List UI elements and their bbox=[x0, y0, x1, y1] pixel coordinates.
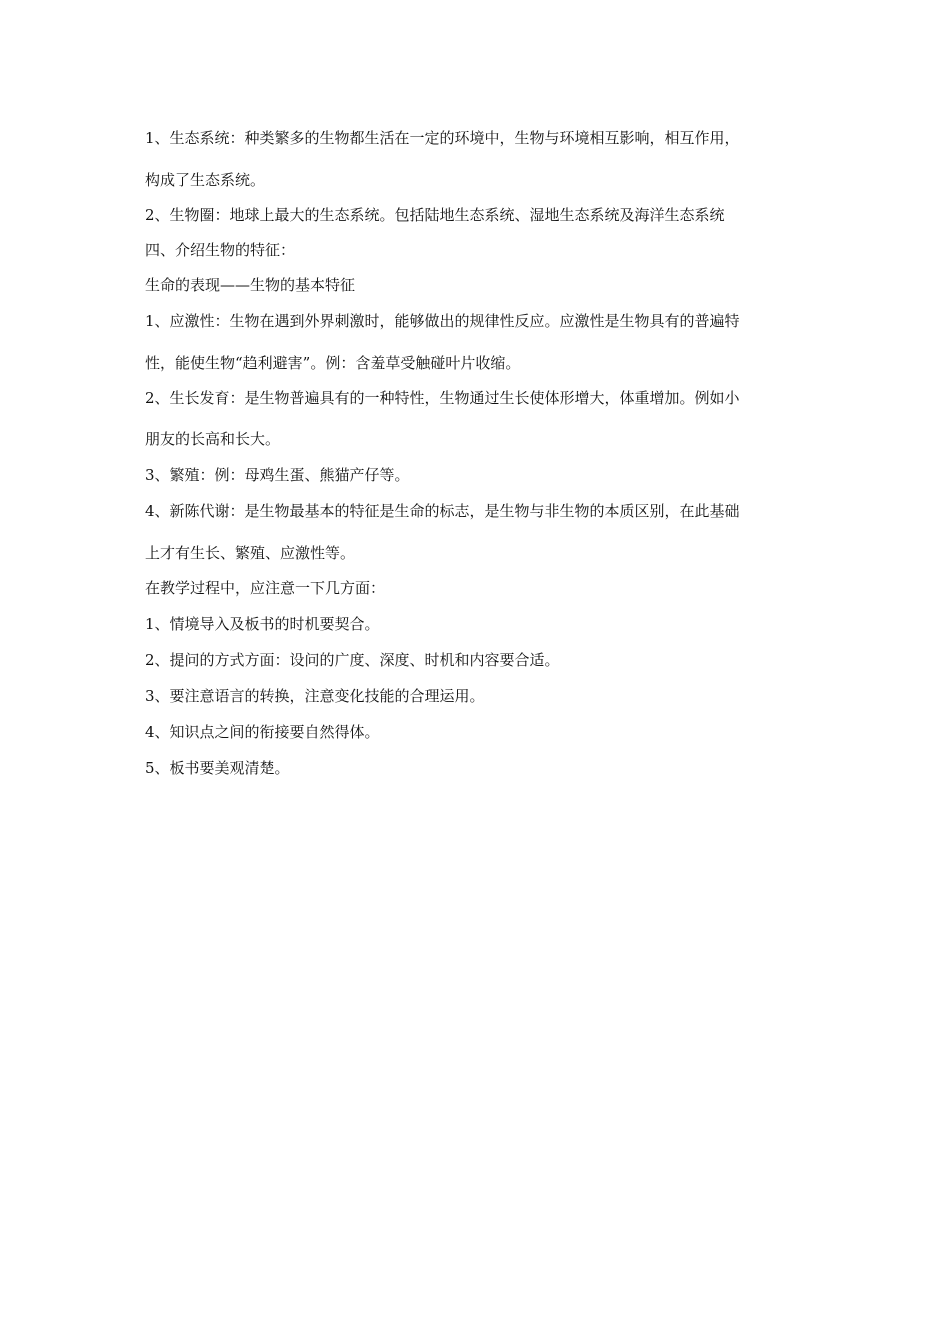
text-line: 生命的表现——生物的基本特征 bbox=[145, 276, 356, 294]
text-line: 4、新陈代谢：是生物最基本的特征是生命的标志，是生物与非生物的本质区别，在此基础 bbox=[145, 502, 740, 520]
text-line: 3、繁殖：例：母鸡生蛋、熊猫产仔等。 bbox=[145, 466, 410, 484]
text-line: 上才有生长、繁殖、应激性等。 bbox=[145, 544, 356, 562]
text-line: 2、生长发育：是生物普遍具有的一种特性，生物通过生长使体形增大，体重增加。例如小 bbox=[145, 389, 740, 407]
text-line: 性，能使生物“趋利避害”。例：含羞草受触碰叶片收缩。 bbox=[145, 354, 521, 372]
text-line: 5、板书要美观清楚。 bbox=[145, 759, 290, 777]
text-line: 1、情境导入及板书的时机要契合。 bbox=[145, 615, 380, 633]
text-line: 在教学过程中，应注意一下几方面： bbox=[145, 579, 386, 597]
text-line: 4、知识点之间的衔接要自然得体。 bbox=[145, 723, 380, 741]
text-line: 构成了生态系统。 bbox=[145, 171, 266, 189]
text-line: 3、要注意语言的转换，注意变化技能的合理运用。 bbox=[145, 687, 485, 705]
text-line: 四、介绍生物的特征： bbox=[145, 241, 296, 259]
text-line: 1、生态系统：种类繁多的生物都生活在一定的环境中，生物与环境相互影响，相互作用， bbox=[145, 129, 740, 147]
text-line: 朋友的长高和长大。 bbox=[145, 430, 281, 448]
text-line: 2、提问的方式方面：设问的广度、深度、时机和内容要合适。 bbox=[145, 651, 560, 669]
text-line: 1、应激性：生物在遇到外界刺激时，能够做出的规律性反应。应激性是生物具有的普遍特 bbox=[145, 312, 740, 330]
text-line: 2、生物圈：地球上最大的生态系统。包括陆地生态系统、湿地生态系统及海洋生态系统 bbox=[145, 206, 725, 224]
